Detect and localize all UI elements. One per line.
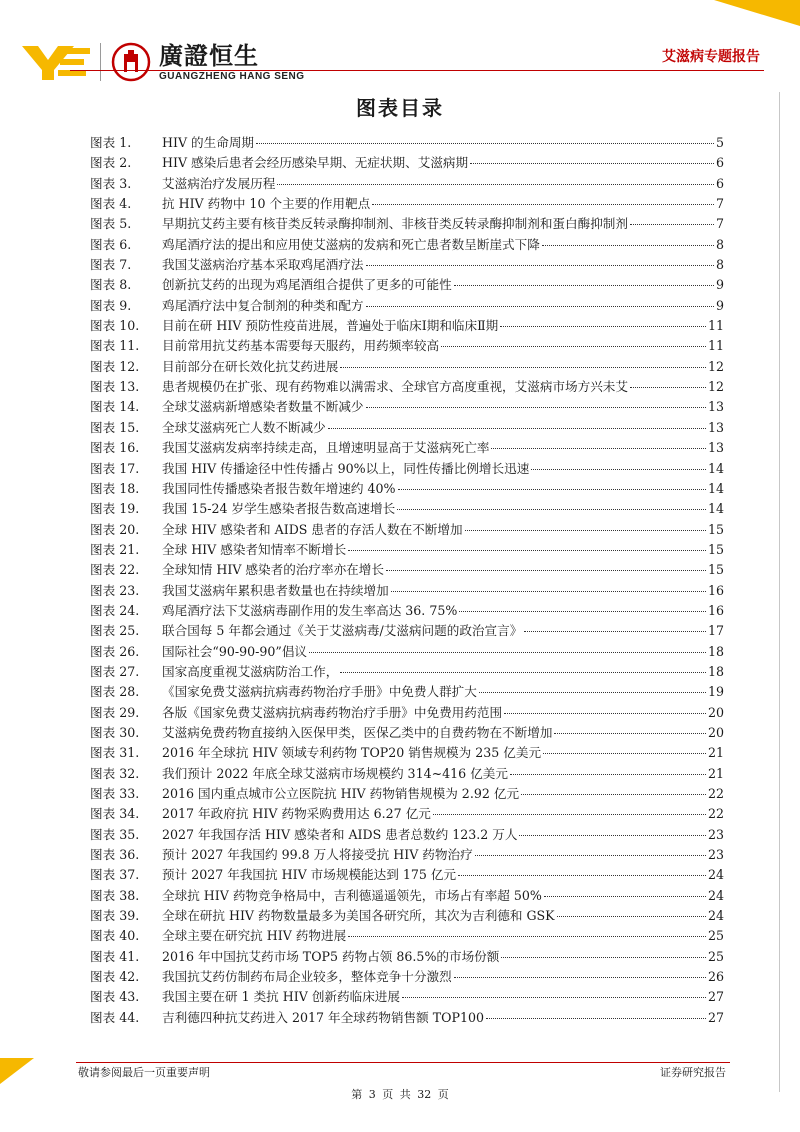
toc-entry-leader [475,855,706,856]
toc-entry-title: 2017 年政府抗 HIV 药物采购费用达 6.27 亿元 [162,806,431,822]
toc-entry-title: 艾滋病治疗发展历程 [162,175,276,191]
toc-entry[interactable] [90,498,724,518]
company-logo [22,38,305,86]
toc-entry[interactable] [90,580,724,600]
toc-entry-title: 目前部分在研长效化抗艾药进展 [162,358,339,374]
toc-entry-page: 9 [715,277,724,293]
toc-entry-leader [470,163,714,164]
toc-entry-label: 图表 31. [90,745,140,761]
toc-entry-leader [458,875,706,876]
toc-entry-page: 6 [715,175,724,191]
toc-entry-title: 国际社会“90-90-90”倡议 [162,643,308,659]
toc-entry-leader [465,530,706,531]
toc-entry-leader [501,957,706,958]
toc-entry-leader [256,143,714,144]
toc-entry-leader [366,407,706,408]
toc-entry-title: 《国家免费艾滋病抗病毒药物治疗手册》中免费人群扩大 [162,684,477,700]
toc-entry-label: 图表 25. [90,623,140,639]
toc-entry[interactable] [90,742,724,762]
toc-entry-leader [510,774,706,775]
toc-entry-label: 图表 16. [90,440,140,456]
toc-entry-page: 18 [707,663,724,679]
toc-entry-label: 图表 40. [90,928,140,944]
toc-entry-title: 我国艾滋病治疗基本采取鸡尾酒疗法 [162,257,364,273]
toc-entry-title: 2027 年我国存活 HIV 感染者和 AIDS 患者总数约 123.2 万人 [162,826,518,842]
toc-entry-label: 图表 35. [90,826,140,842]
toc-entry-label: 图表 27. [90,663,140,679]
toc-entry[interactable] [90,966,724,986]
toc-entry-leader [386,570,706,571]
footer-disclaimer: 敬请参阅最后一页重要声明 [78,1066,210,1079]
toc-entry-label: 图表 1. [90,135,132,150]
toc-entry-page: 24 [707,867,724,883]
toc-entry-leader [454,977,706,978]
toc-entry-leader [340,367,706,368]
toc-entry-page: 5 [715,135,724,150]
toc-entry-leader [486,1018,706,1019]
toc-entry-label: 图表 10. [90,318,140,334]
toc-entry[interactable] [90,356,724,376]
toc-entry-page: 23 [707,847,724,863]
toc-entry-page: 20 [707,704,724,720]
toc-entry-label: 图表 9. [90,297,132,313]
toc-entry-label: 图表 42. [90,969,140,985]
toc-entry-leader [543,753,706,754]
toc-entry-page: 12 [707,379,724,395]
toc-entry-title: 全球 HIV 感染者知情率不断增长 [162,541,347,557]
toc-entry-title: 我国艾滋病年累积患者数量也在持续增加 [162,582,389,598]
toc-entry-leader [348,550,706,551]
toc-entry-leader [441,346,706,347]
toc-entry-page: 11 [707,318,724,334]
toc-entry[interactable] [90,519,724,539]
toc-entry-leader [459,611,706,612]
toc-entry[interactable] [90,763,724,783]
toc-entry-leader [630,387,706,388]
toc-entry-page: 14 [707,460,724,476]
toc-entry-label: 图表 43. [90,989,140,1005]
logo-chinese-name: 廣證恒生 [159,41,259,70]
toc-entry-label: 图表 3. [90,175,132,191]
toc-entry-page: 22 [707,806,724,822]
toc-entry[interactable] [90,824,724,844]
toc-entry[interactable] [90,803,724,823]
toc-entry[interactable] [90,620,724,640]
toc-entry-title: 鸡尾酒疗法下艾滋病毒副作用的发生率高达 36. 75% [162,602,458,618]
toc-entry-title: 鸡尾酒疗法的提出和应用使艾滋病的发病和死亡患者数呈断崖式下降 [162,236,540,252]
toc-entry-title: 各版《国家免费艾滋病抗病毒药物治疗手册》中免费用药范围 [162,704,503,720]
toc-entry-page: 7 [715,196,724,212]
toc-entry-page: 25 [707,928,724,944]
toc-entry-page: 8 [715,257,724,273]
toc-entry-title: 我国 15-24 岁学生感染者报告数高速增长 [162,501,396,517]
toc-entry-leader [372,204,714,205]
toc-entry-leader [398,489,706,490]
toc-entry-leader [340,672,706,673]
toc-entry-page: 15 [707,562,724,578]
toc-entry-label: 图表 30. [90,724,140,740]
toc-entry-page: 13 [707,399,724,415]
toc-entry-page: 22 [707,786,724,801]
toc-entry-page: 18 [707,643,724,659]
toc-entry-title: HIV 的生命周期 [162,135,255,150]
toc-entry[interactable] [90,152,724,172]
toc-entry[interactable] [90,885,724,905]
toc-entry-label: 图表 37. [90,867,140,883]
toc-entry-page: 21 [707,765,724,781]
toc-entry-title: 创新抗艾药的出现为鸡尾酒组合提供了更多的可能性 [162,277,452,293]
right-margin-rule [779,92,780,1092]
toc-entry-leader [557,916,706,917]
toc-entry-page: 9 [715,297,724,313]
toc-entry-page: 7 [715,216,724,232]
toc-entry-label: 图表 41. [90,948,140,964]
toc-entry-label: 图表 2. [90,155,132,171]
toc-entry-title: 我国同性传播感染者报告数年增速约 40% [162,480,396,496]
toc-entry-page: 25 [707,948,724,964]
toc-entry-leader [366,306,714,307]
toc-entry[interactable] [90,396,724,416]
toc-entry[interactable] [90,864,724,884]
toc-entry[interactable] [90,986,724,1006]
toc-entry-page: 16 [707,602,724,618]
toc-entry[interactable] [90,661,724,681]
toc-entry-label: 图表 13. [90,379,140,395]
toc-entry-title: 目前常用抗艾药基本需要每天服药，用药频率较高 [162,338,440,354]
toc-entry-title: 鸡尾酒疗法中复合制剂的种类和配方 [162,297,364,313]
toc-entry[interactable] [90,254,724,274]
toc-entry-page: 13 [707,419,724,435]
toc-entry[interactable] [90,173,724,193]
toc-entry-leader [454,285,714,286]
toc-entry-title: 全球知情 HIV 感染者的治疗率亦在增长 [162,562,384,578]
toc-entry[interactable] [90,478,724,498]
toc-entry-page: 14 [707,480,724,496]
toc-entry[interactable] [90,925,724,945]
report-type-label: 艾滋病专题报告 [662,49,760,65]
toc-entry-leader [328,428,706,429]
toc-entry-label: 图表 39. [90,908,140,924]
toc-entry-page: 26 [707,969,724,985]
toc-entry-title: 2016 国内重点城市公立医院抗 HIV 药物销售规模为 2.92 亿元 [162,786,520,801]
toc-entry-label: 图表 24. [90,602,140,618]
footer-report-kind: 证券研究报告 [660,1066,726,1079]
toc-entry-leader [397,509,706,510]
toc-entry[interactable] [90,295,724,315]
toc-entry[interactable] [90,437,724,457]
toc-entry-leader [309,652,706,653]
toc-entry[interactable] [90,376,724,396]
toc-entry-page: 20 [707,724,724,740]
toc-entry-title: HIV 感染后患者会经历感染早期、无症状期、艾滋病期 [162,155,469,171]
toc-entry-title: 全球抗 HIV 药物竞争格局中，吉利德遥遥领先，市场占有率超 50% [162,887,542,903]
toc-entry-leader [348,936,706,937]
toc-entry-leader [433,814,706,815]
toc-entry-title: 全球在研抗 HIV 药物数量最多为美国各研究所，其次为吉利德和 GSK [162,908,555,924]
toc-entry-page: 8 [715,236,724,252]
toc-entry[interactable] [90,681,724,701]
toc-entry-title: 艾滋病免费药物直接纳入医保甲类，医保乙类中的自费药物在不断增加 [162,724,553,740]
toc-entry[interactable] [90,193,724,213]
toc-entry[interactable] [90,458,724,478]
toc-entry-page: 11 [707,338,724,354]
toc-entry-label: 图表 7. [90,257,132,273]
toc-entry-title: 我国主要在研 1 类抗 HIV 创新药临床进展 [162,989,400,1005]
toc-entry[interactable] [90,335,724,355]
toc-entry-leader [402,997,706,998]
emblem-icon [111,42,151,82]
toc-entry-leader [519,835,705,836]
toc-entry-title: 我们预计 2022 年底全球艾滋病市场规模约 314~416 亿美元 [162,765,508,781]
header-divider [70,70,764,71]
toc-entry-title: 抗 HIV 药物中 10 个主要的作用靶点 [162,196,371,212]
toc-entry-leader [491,448,706,449]
toc-entry[interactable] [90,274,724,294]
toc-entry-page: 15 [707,541,724,557]
toc-entry-title: 全球 HIV 感染者和 AIDS 患者的存活人数在不断增加 [162,521,463,537]
toc-entry-title: 全球主要在研究抗 HIV 药物进展 [162,928,347,944]
toc-entry-title: 目前在研 HIV 预防性疫苗进展，普遍处于临床Ⅰ期和临床Ⅱ期 [162,318,499,334]
toc-entry-leader [521,794,706,795]
toc-entry[interactable] [90,539,724,559]
toc-entry-leader [277,184,714,185]
toc-entry-label: 图表 12. [90,358,140,374]
toc-entry-page: 24 [707,908,724,924]
toc-entry-title: 预计 2027 年我国约 99.8 万人将接受抗 HIV 药物治疗 [162,847,473,863]
brand-mark-icon [22,40,92,84]
toc-entry-label: 图表 20. [90,521,140,537]
toc-entry-label: 图表 36. [90,847,140,863]
toc-entry-label: 图表 19. [90,501,140,517]
toc-entry-title: 预计 2027 年我国抗 HIV 市场规模能达到 175 亿元 [162,867,457,883]
toc-entry-label: 图表 32. [90,765,140,781]
toc-entry[interactable] [90,844,724,864]
toc-entry-label: 图表 23. [90,582,140,598]
toc-entry-page: 6 [715,155,724,171]
toc-entry[interactable] [90,417,724,437]
figure-table-of-contents [90,132,724,1027]
toc-entry-leader [479,692,706,693]
toc-entry-leader [504,713,706,714]
toc-entry-label: 图表 29. [90,704,140,720]
toc-entry-title: 患者规模仍在扩张、现有药物难以满需求、全球官方高度重视，艾滋病市场方兴未艾 [162,379,628,395]
toc-entry-title: 2016 年全球抗 HIV 领域专利药物 TOP20 销售规模为 235 亿美元 [162,745,542,761]
toc-entry-title: 我国艾滋病发病率持续走高，且增速明显高于艾滋病死亡率 [162,440,490,456]
toc-entry[interactable] [90,783,724,803]
toc-entry-title: 早期抗艾药主要有核苷类反转录酶抑制剂、非核苷类反转录酶抑制剂和蛋白酶抑制剂 [162,216,628,232]
toc-entry-title: 全球艾滋病死亡人数不断减少 [162,419,326,435]
toc-entry-page: 21 [707,745,724,761]
toc-entry-label: 图表 15. [90,419,140,435]
toc-entry[interactable] [90,905,724,925]
toc-entry-page: 23 [707,826,724,842]
toc-entry-leader [524,631,706,632]
toc-entry-leader [554,733,706,734]
toc-entry-label: 图表 6. [90,236,132,252]
footer-divider [76,1062,730,1063]
toc-entry[interactable] [90,1007,724,1027]
toc-entry-page: 17 [707,623,724,639]
toc-entry-label: 图表 33. [90,786,140,801]
toc-entry-label: 图表 38. [90,887,140,903]
toc-entry-page: 13 [707,440,724,456]
toc-entry-label: 图表 4. [90,196,132,212]
toc-entry-page: 15 [707,521,724,537]
toc-entry-label: 图表 26. [90,643,140,659]
toc-entry-page: 16 [707,582,724,598]
logo-english-name: GUANGZHENG HANG SENG [159,70,305,82]
toc-entry-leader [531,469,706,470]
toc-entry-page: 27 [707,1009,724,1025]
toc-entry-label: 图表 11. [90,338,140,354]
toc-entry-leader [391,591,706,592]
toc-entry[interactable] [90,641,724,661]
toc-entry-title: 我国抗艾药仿制药布局企业较多，整体竞争十分激烈 [162,969,452,985]
page-number: 第 3 页 共 32 页 [351,1088,449,1101]
toc-entry-page: 19 [707,684,724,700]
toc-entry-leader [544,896,706,897]
toc-entry-label: 图表 14. [90,399,140,415]
toc-entry-title: 吉利德四种抗艾药进入 2017 年全球药物销售额 TOP100 [162,1009,484,1025]
toc-entry-leader [542,245,714,246]
toc-entry-title: 国家高度重视艾滋病防治工作， [162,663,339,679]
toc-entry-label: 图表 17. [90,460,140,476]
toc-entry-label: 图表 8. [90,277,132,293]
toc-entry-page: 14 [707,501,724,517]
toc-entry-title: 2016 年中国抗艾药市场 TOP5 药物占领 86.5%的市场份额 [162,948,500,964]
toc-entry-title: 全球艾滋病新增感染者数量不断减少 [162,399,364,415]
toc-entry-leader [630,224,714,225]
toc-entry[interactable] [90,600,724,620]
toc-entry[interactable] [90,722,724,742]
toc-entry-page: 24 [707,887,724,903]
toc-entry-leader [366,265,714,266]
toc-entry-title: 我国 HIV 传播途径中性传播占 90%以上，同性传播比例增长迅速 [162,460,530,476]
toc-entry-page: 12 [707,358,724,374]
logo-divider [100,43,101,81]
toc-entry-label: 图表 28. [90,684,140,700]
header-corner-decoration [714,0,800,26]
toc-entry-label: 图表 5. [90,216,132,232]
toc-entry[interactable] [90,315,724,335]
toc-entry-label: 图表 44. [90,1009,140,1025]
toc-entry-label: 图表 21. [90,541,140,557]
toc-entry[interactable] [90,702,724,722]
toc-entry[interactable] [90,234,724,254]
toc-entry-label: 图表 18. [90,480,140,496]
footer-corner-decoration [0,1058,34,1084]
toc-entry-label: 图表 34. [90,806,140,822]
toc-entry-page: 27 [707,989,724,1005]
toc-entry[interactable] [90,559,724,579]
toc-entry[interactable] [90,213,724,233]
toc-entry-title: 联合国每 5 年都会通过《关于艾滋病毒/艾滋病问题的政治宣言》 [162,623,523,639]
page-title: 图表目录 [356,96,444,120]
toc-entry-label: 图表 22. [90,562,140,578]
toc-entry[interactable] [90,132,724,152]
toc-entry[interactable] [90,946,724,966]
toc-entry-leader [500,326,706,327]
